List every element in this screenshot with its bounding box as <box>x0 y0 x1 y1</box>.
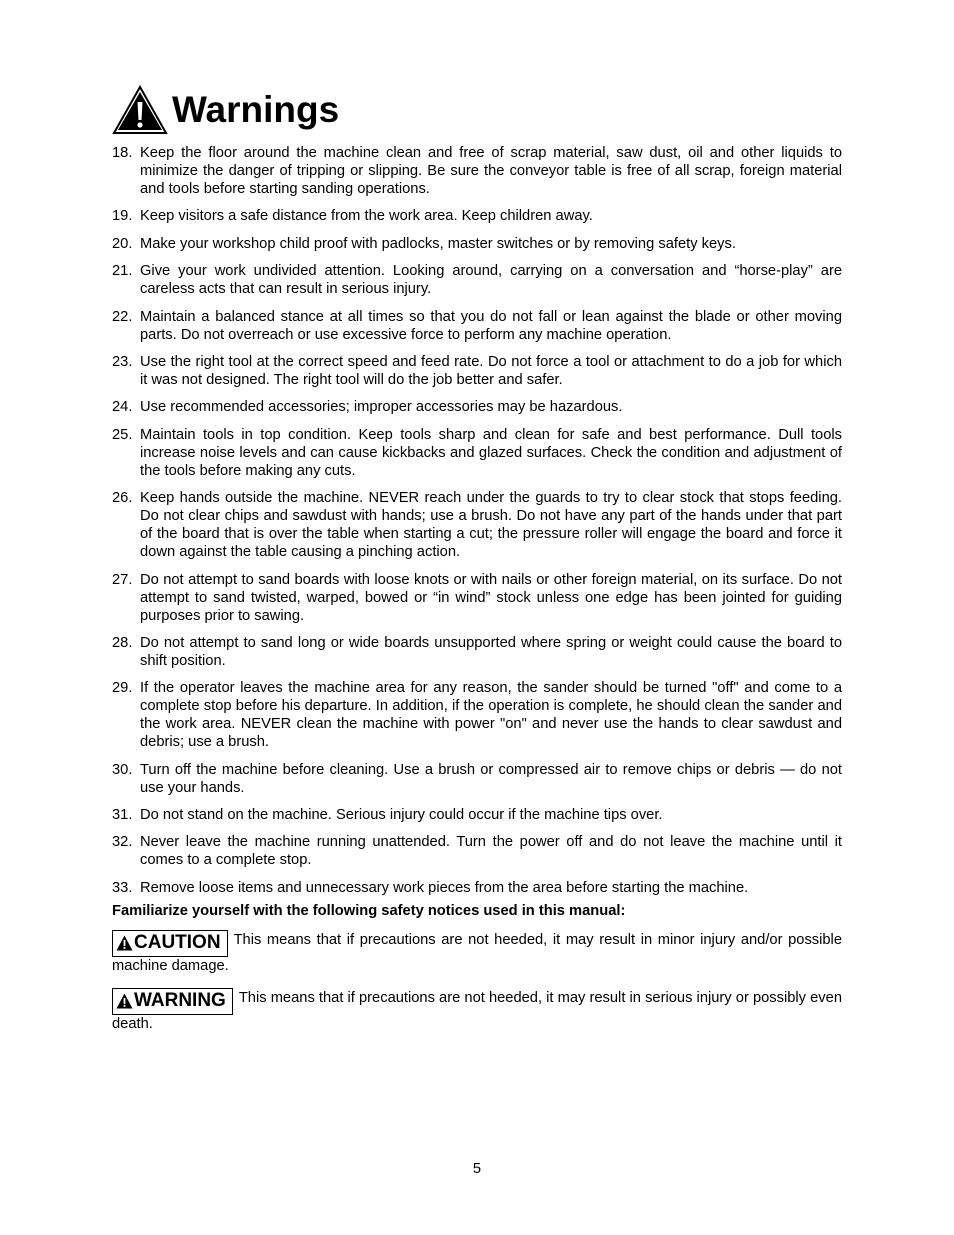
page-header <box>112 84 339 136</box>
item-number: 23. <box>112 353 133 370</box>
item-number: 31. <box>112 807 133 824</box>
list-item <box>112 679 842 751</box>
caution-triangle-icon <box>116 935 133 951</box>
list-item <box>112 308 842 344</box>
list-item <box>112 235 842 253</box>
item-number: 27. <box>112 571 133 588</box>
warning-notice <box>112 988 842 1033</box>
item-number: 21. <box>112 263 133 280</box>
list-item <box>112 571 842 625</box>
caution-badge <box>112 930 228 957</box>
item-text: Do not attempt to sand boards with loose knots or with nails or other foreign material, on its surface. Do not attempt to sand twisted, warped, bowed or “in wind” stock unless one edge has been jointed for guiding purposes prior to sawing. <box>140 571 842 624</box>
item-text: Maintain tools in top condition. Keep tools sharp and clean for safe and best performance. Dull tools increase noise levels and can cause kickbacks and glazed surfaces. Check the condition and adjustment of the tools before making any cuts. <box>140 426 842 479</box>
item-number: 18. <box>112 145 133 161</box>
list-item <box>112 634 842 670</box>
caution-notice <box>112 930 842 975</box>
list-item <box>112 879 842 897</box>
item-number: 26. <box>112 490 133 507</box>
item-text: Do not stand on the machine. Serious injury could occur if the machine tips over. <box>140 807 663 824</box>
item-text: Remove loose items and unnecessary work pieces from the area before starting the machine. <box>140 879 749 896</box>
item-text: Maintain a balanced stance at all times so that you do not fall or lean against the blade or other moving parts. Do not overreach or use excessive force to perform any machine operation. <box>140 308 842 343</box>
warning-small-triangle-icon <box>116 993 133 1009</box>
item-text: Keep the floor around the machine clean and free of scrap material, saw dust, oil and other liquids to minimize the danger of tripping or slipping. Be sure the conveyor table is free of all scrap, foreign material and tools before starting sanding operations. <box>140 145 842 197</box>
item-text: Make your workshop child proof with padlocks, master switches or by removing safety keys. <box>140 235 736 252</box>
list-item <box>112 426 842 480</box>
item-text: Give your work undivided attention. Looking around, carrying on a conversation and “horse-play” are careless acts that can result in serious injury. <box>140 263 842 298</box>
item-number: 29. <box>112 680 133 697</box>
caution-label: CAUTION <box>134 932 221 953</box>
list-item <box>112 833 842 869</box>
item-text: Use recommended accessories; improper accessories may be hazardous. <box>140 399 623 416</box>
item-text: Use the right tool at the correct speed and feed rate. Do not force a tool or attachment to do a job for which it was not designed. The right tool will do the job better and safer. <box>140 353 842 388</box>
page-number: 5 <box>472 1161 482 1177</box>
item-number: 32. <box>112 834 133 851</box>
item-number: 33. <box>112 879 133 896</box>
list-item <box>112 761 842 797</box>
item-number: 22. <box>112 308 133 325</box>
item-text: Keep visitors a safe distance from the work area. Keep children away. <box>140 208 593 225</box>
list-item <box>112 806 842 824</box>
warnings-list <box>112 144 842 906</box>
list-item <box>112 144 842 198</box>
item-number: 25. <box>112 426 133 443</box>
page-title: Warnings <box>172 89 340 130</box>
warning-badge <box>112 988 233 1015</box>
list-item <box>112 398 842 416</box>
item-text: Turn off the machine before cleaning. Use a brush or compressed air to remove chips or debris — do not use your hands. <box>140 761 842 796</box>
warning-text: This means that if precautions are not heeded, it may result in serious injury or possibly even death. <box>112 990 842 1032</box>
notice-heading: Familiarize yourself with the following safety notices used in this manual: <box>112 903 626 919</box>
warning-label: WARNING <box>134 990 226 1011</box>
item-text: Do not attempt to sand long or wide boards unsupported where spring or weight could cause the board to shift position. <box>140 634 842 669</box>
item-number: 20. <box>112 235 133 252</box>
item-number: 24. <box>112 399 133 416</box>
item-text: Never leave the machine running unattended. Turn the power off and do not leave the machine until it comes to a complete stop. <box>140 834 842 869</box>
item-number: 19. <box>112 208 133 225</box>
list-item <box>112 353 842 389</box>
item-number: 28. <box>112 634 133 651</box>
caution-text: This means that if precautions are not heeded, it may result in minor injury and/or possible machine damage. <box>112 932 842 974</box>
item-text: If the operator leaves the machine area for any reason, the sander should be turned "off" and come to a complete stop before his departure. In addition, if the operation is complete, he should clean the sander and the work area. NEVER clean the machine with power "on" and never use the hands to clear sawdust and debris; use a brush. <box>140 680 842 751</box>
item-text: Keep hands outside the machine. NEVER reach under the guards to try to clear stock that stops feeding. Do not clear chips and sawdust with hands; use a brush. Do not have any part of the hands under that part of the board that is over the table when starting a cut; the pressure roller will engage the board and force it down against the table causing a pinching action. <box>140 490 842 561</box>
list-item <box>112 207 842 225</box>
item-number: 30. <box>112 761 133 778</box>
list-item <box>112 489 842 561</box>
list-item <box>112 262 842 298</box>
warning-triangle-icon <box>112 85 168 135</box>
